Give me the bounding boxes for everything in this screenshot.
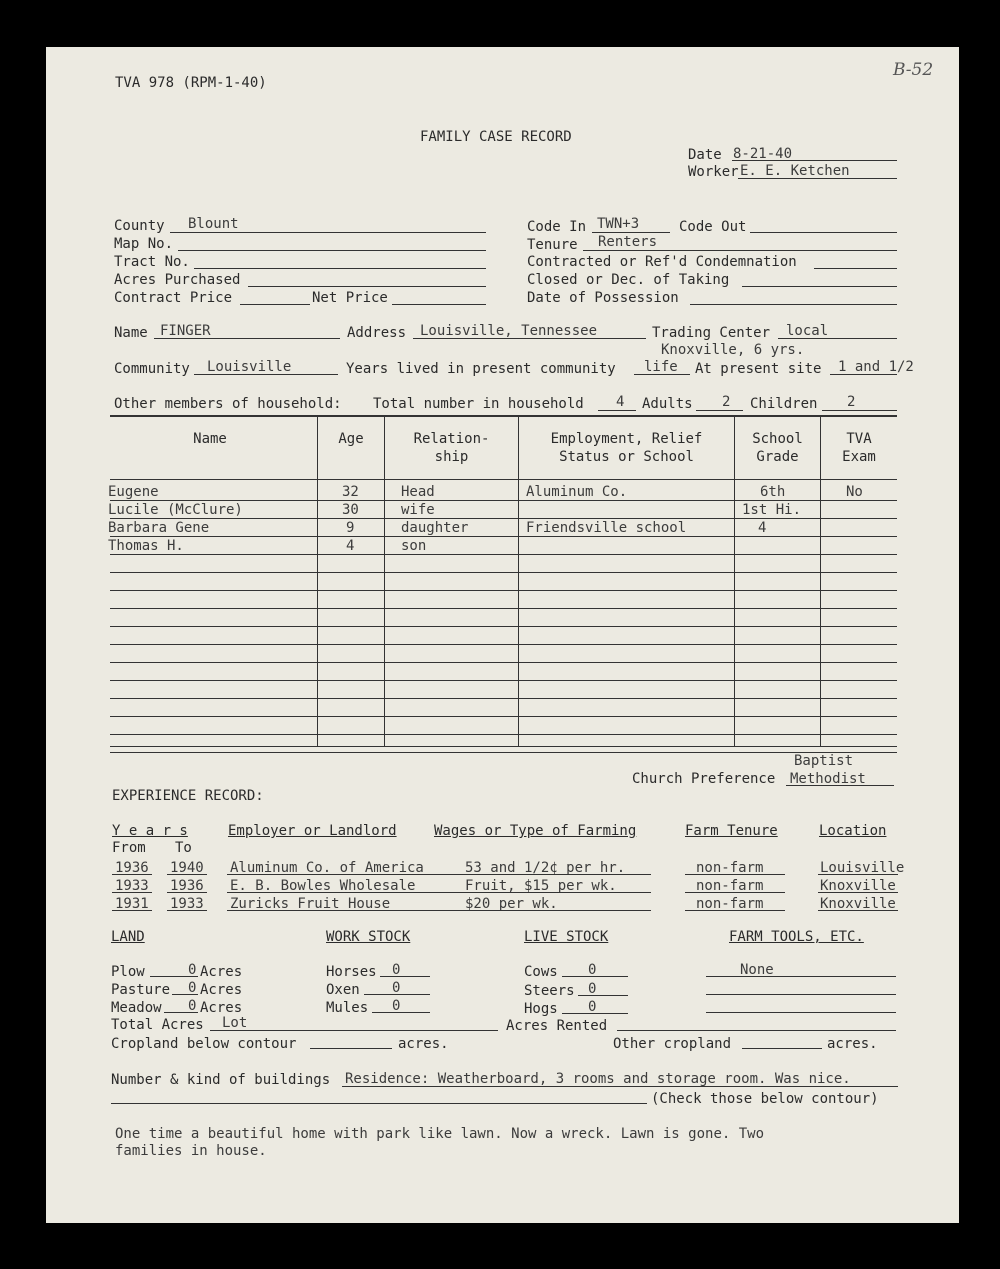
pasture-label: Pasture bbox=[111, 982, 171, 998]
pasture-acres: Acres bbox=[200, 982, 243, 998]
total-acres-line bbox=[210, 1030, 498, 1031]
county-label: County bbox=[114, 218, 165, 234]
years-lived-value: life bbox=[644, 359, 678, 375]
exp-from: 1936 bbox=[115, 860, 149, 876]
meadow-value: 0 bbox=[188, 998, 197, 1014]
exp-to: 1936 bbox=[170, 878, 204, 894]
member-exam: No bbox=[846, 484, 863, 500]
member-name: Eugene bbox=[108, 484, 159, 500]
map-no-label: Map No. bbox=[114, 236, 174, 252]
adults-line bbox=[696, 410, 743, 411]
years-lived-label: Years lived in present community bbox=[346, 361, 616, 377]
worker-line bbox=[738, 178, 897, 179]
tenure-value: Renters bbox=[598, 234, 658, 250]
oxen-line bbox=[364, 994, 430, 995]
name-label: Name bbox=[114, 325, 148, 341]
other-cropland-unit: acres. bbox=[827, 1036, 878, 1052]
experience-row-rule bbox=[433, 874, 651, 875]
land-title: LAND bbox=[111, 929, 145, 945]
possession-label: Date of Possession bbox=[527, 290, 679, 306]
hogs-line bbox=[562, 1013, 628, 1014]
steers-line bbox=[578, 995, 628, 996]
buildings-label: Number & kind of buildings bbox=[111, 1072, 331, 1088]
table-row-rule bbox=[110, 500, 897, 501]
member-employment: Aluminum Co. bbox=[526, 484, 628, 500]
contract-price-label: Contract Price bbox=[114, 290, 233, 306]
plow-line bbox=[150, 976, 198, 977]
buildings-line-2 bbox=[111, 1103, 647, 1104]
date-label: Date bbox=[688, 147, 722, 163]
net-price-line bbox=[392, 304, 486, 305]
contracted-label: Contracted or Ref'd Condemnation bbox=[527, 254, 797, 270]
table-row-rule bbox=[110, 680, 897, 681]
church-label: Church Preference bbox=[632, 771, 776, 787]
worker-value: E. E. Ketchen bbox=[740, 163, 850, 179]
exp-tenure: non-farm bbox=[696, 860, 764, 876]
wages-header: Wages or Type of Farming bbox=[434, 823, 637, 839]
horses-value: 0 bbox=[392, 962, 401, 978]
other-cropland-label: Other cropland bbox=[613, 1036, 732, 1052]
employer-header: Employer or Landlord bbox=[228, 823, 397, 839]
col-header-relationship: Relation- ship bbox=[413, 431, 490, 465]
church-value-top: Baptist bbox=[794, 753, 854, 769]
table-row-rule bbox=[110, 644, 897, 645]
table-row-rule bbox=[110, 518, 897, 519]
exp-location: Knoxville bbox=[820, 896, 896, 912]
horses-line bbox=[380, 976, 430, 977]
corner-note: B-52 bbox=[893, 60, 934, 80]
exp-tenure: non-farm bbox=[696, 878, 764, 894]
tract-no-line bbox=[194, 268, 486, 269]
trading-center-value: local bbox=[786, 323, 829, 339]
experience-row-rule bbox=[227, 874, 435, 875]
present-site-line bbox=[830, 374, 897, 375]
member-name: Thomas H. bbox=[108, 538, 184, 554]
table-row-rule bbox=[110, 698, 897, 699]
community-value: Louisville bbox=[207, 359, 292, 375]
buildings-line bbox=[342, 1086, 898, 1087]
member-relationship: son bbox=[401, 538, 427, 554]
form-id: TVA 978 (RPM-1-40) bbox=[115, 75, 267, 91]
experience-row-rule bbox=[167, 874, 207, 875]
address-label: Address bbox=[347, 325, 407, 341]
steers-label: Steers bbox=[524, 983, 575, 999]
experience-row-rule bbox=[685, 874, 785, 875]
acres-purchased-line bbox=[248, 286, 486, 287]
trading-center-label: Trading Center bbox=[652, 325, 771, 341]
other-cropland-line bbox=[742, 1048, 822, 1049]
experience-row-rule bbox=[433, 910, 651, 911]
exp-location: Louisville bbox=[820, 860, 905, 876]
table-row-rule bbox=[110, 626, 897, 627]
present-site-value: 1 and 1/2 bbox=[838, 359, 914, 375]
children-line bbox=[822, 410, 897, 411]
member-age: 30 bbox=[342, 502, 359, 518]
oxen-label: Oxen bbox=[326, 982, 360, 998]
plow-label: Plow bbox=[111, 964, 145, 980]
mules-line bbox=[372, 1012, 430, 1013]
experience-row-rule bbox=[227, 910, 435, 911]
cropland-line bbox=[310, 1048, 392, 1049]
worker-label: Worker bbox=[688, 164, 739, 180]
possession-line bbox=[690, 304, 897, 305]
exp-to: 1933 bbox=[170, 896, 204, 912]
code-in-value: TWN+3 bbox=[597, 216, 640, 232]
check-note: (Check those below contour) bbox=[651, 1091, 879, 1107]
total-household-line bbox=[598, 410, 636, 411]
cows-value: 0 bbox=[588, 962, 597, 978]
exp-location: Knoxville bbox=[820, 878, 896, 894]
member-employment: Friendsville school bbox=[526, 520, 687, 536]
contract-price-line bbox=[240, 304, 310, 305]
location-header: Location bbox=[819, 823, 887, 839]
closed-line bbox=[742, 286, 897, 287]
pasture-value: 0 bbox=[188, 980, 197, 996]
farm-tools-value: None bbox=[740, 962, 774, 978]
county-value: Blount bbox=[188, 216, 239, 232]
member-grade: 1st Hi. bbox=[742, 502, 802, 518]
to-header: To bbox=[175, 840, 192, 856]
community-label: Community bbox=[114, 361, 190, 377]
exp-wages: $20 per wk. bbox=[465, 896, 558, 912]
exp-from: 1933 bbox=[115, 878, 149, 894]
exp-employer: Aluminum Co. of America bbox=[230, 860, 424, 876]
experience-row-rule bbox=[818, 874, 898, 875]
exp-tenure: non-farm bbox=[696, 896, 764, 912]
total-household-label: Total number in household bbox=[373, 396, 584, 412]
member-age: 9 bbox=[346, 520, 355, 536]
contracted-line bbox=[814, 268, 897, 269]
acres-rented-label: Acres Rented bbox=[506, 1018, 608, 1034]
member-relationship: wife bbox=[401, 502, 435, 518]
map-no-line bbox=[178, 250, 486, 251]
oxen-value: 0 bbox=[392, 980, 401, 996]
years-header: Y e a r s bbox=[112, 823, 188, 839]
date-value: 8-21-40 bbox=[733, 146, 793, 162]
exp-employer: E. B. Bowles Wholesale bbox=[230, 878, 416, 894]
experience-row-rule bbox=[112, 910, 152, 911]
experience-row-rule bbox=[818, 910, 898, 911]
experience-row-rule bbox=[167, 892, 207, 893]
form-title: FAMILY CASE RECORD bbox=[420, 129, 572, 145]
member-name: Barbara Gene bbox=[108, 520, 210, 536]
code-out-line bbox=[750, 232, 897, 233]
col-header-tva-exam: TVA Exam bbox=[842, 431, 876, 465]
table-row-rule bbox=[110, 746, 897, 747]
code-in-label: Code In bbox=[527, 219, 587, 235]
farm-tools-line-2 bbox=[706, 994, 896, 995]
county-line bbox=[170, 232, 486, 233]
experience-row-rule bbox=[167, 910, 207, 911]
table-row-rule bbox=[110, 536, 897, 537]
trading-center-line bbox=[778, 338, 897, 339]
experience-row-rule bbox=[112, 892, 152, 893]
exp-wages: Fruit, $15 per wk. bbox=[465, 878, 617, 894]
address-line bbox=[413, 338, 646, 339]
table-row-rule bbox=[110, 479, 897, 480]
church-value: Methodist bbox=[790, 771, 866, 787]
col-header-name: Name bbox=[193, 431, 227, 447]
plow-value: 0 bbox=[188, 962, 197, 978]
experience-row-rule bbox=[685, 892, 785, 893]
code-in-line bbox=[592, 232, 670, 233]
plow-acres: Acres bbox=[200, 964, 243, 980]
remarks-line-2: families in house. bbox=[115, 1143, 267, 1159]
children-value: 2 bbox=[847, 394, 856, 410]
name-line bbox=[154, 338, 340, 339]
pasture-line bbox=[172, 994, 198, 995]
member-grade: 4 bbox=[758, 520, 767, 536]
meadow-line bbox=[164, 1012, 198, 1013]
trading-center-note: Knoxville, 6 yrs. bbox=[661, 342, 805, 358]
date-line bbox=[732, 160, 897, 161]
hogs-label: Hogs bbox=[524, 1001, 558, 1017]
code-out-label: Code Out bbox=[679, 219, 747, 235]
meadow-acres: Acres bbox=[200, 1000, 243, 1016]
table-row-rule bbox=[110, 572, 897, 573]
total-acres-label: Total Acres bbox=[111, 1017, 204, 1033]
table-row-rule bbox=[110, 734, 897, 735]
experience-row-rule bbox=[685, 910, 785, 911]
experience-title: EXPERIENCE RECORD: bbox=[112, 788, 264, 804]
farm-tools-line-1 bbox=[706, 976, 896, 977]
col-header-school-grade: School Grade bbox=[752, 431, 803, 465]
church-line bbox=[786, 785, 894, 786]
address-value: Louisville, Tennessee bbox=[420, 323, 598, 339]
member-relationship: Head bbox=[401, 484, 435, 500]
total-acres-value: Lot bbox=[222, 1015, 248, 1031]
cows-line bbox=[562, 976, 628, 977]
table-row-rule bbox=[110, 716, 897, 717]
farm-tenure-header: Farm Tenure bbox=[685, 823, 778, 839]
experience-row-rule bbox=[227, 892, 435, 893]
table-row-rule bbox=[110, 752, 897, 753]
horses-label: Horses bbox=[326, 964, 377, 980]
years-lived-line bbox=[634, 374, 690, 375]
col-header-employment: Employment, Relief Status or School bbox=[550, 431, 703, 465]
tenure-line bbox=[583, 250, 897, 251]
member-name: Lucile (McClure) bbox=[108, 502, 243, 518]
experience-row-rule bbox=[112, 874, 152, 875]
member-grade: 6th bbox=[760, 484, 786, 500]
table-top-rule bbox=[110, 415, 897, 417]
net-price-label: Net Price bbox=[312, 290, 388, 306]
cropland-unit: acres. bbox=[398, 1036, 449, 1052]
farm-tools-title: FARM TOOLS, ETC. bbox=[729, 929, 864, 945]
buildings-value: Residence: Weatherboard, 3 rooms and storage room. Was nice. bbox=[345, 1071, 851, 1087]
exp-to: 1940 bbox=[170, 860, 204, 876]
closed-label: Closed or Dec. of Taking bbox=[527, 272, 730, 288]
children-label: Children bbox=[750, 396, 818, 412]
meadow-label: Meadow bbox=[111, 1000, 162, 1016]
acres-rented-line bbox=[617, 1030, 896, 1031]
experience-row-rule bbox=[818, 892, 898, 893]
from-header: From bbox=[112, 840, 146, 856]
table-row-rule bbox=[110, 590, 897, 591]
col-divider-age bbox=[317, 416, 318, 746]
cropland-label: Cropland below contour bbox=[111, 1036, 297, 1052]
steers-value: 0 bbox=[588, 981, 597, 997]
remarks-line-1: One time a beautiful home with park like lawn. Now a wreck. Lawn is gone. Two bbox=[115, 1126, 765, 1142]
live-stock-title: LIVE STOCK bbox=[524, 929, 609, 945]
cows-label: Cows bbox=[524, 964, 558, 980]
farm-tools-line-3 bbox=[706, 1012, 896, 1013]
hogs-value: 0 bbox=[588, 999, 597, 1015]
tenure-label: Tenure bbox=[527, 237, 578, 253]
mules-label: Mules bbox=[326, 1000, 369, 1016]
table-row-rule bbox=[110, 662, 897, 663]
exp-wages: 53 and 1/2¢ per hr. bbox=[465, 860, 626, 876]
name-value: FINGER bbox=[160, 323, 211, 339]
table-row-rule bbox=[110, 554, 897, 555]
col-header-age: Age bbox=[338, 431, 364, 447]
table-row-rule bbox=[110, 608, 897, 609]
acres-purchased-label: Acres Purchased bbox=[114, 272, 241, 288]
community-line bbox=[194, 374, 338, 375]
member-age: 32 bbox=[342, 484, 359, 500]
total-household-value: 4 bbox=[616, 394, 625, 410]
tract-no-label: Tract No. bbox=[114, 254, 190, 270]
exp-from: 1931 bbox=[115, 896, 149, 912]
experience-row-rule bbox=[433, 892, 651, 893]
member-relationship: daughter bbox=[401, 520, 469, 536]
work-stock-title: WORK STOCK bbox=[326, 929, 411, 945]
exp-employer: Zuricks Fruit House bbox=[230, 896, 391, 912]
present-site-label: At present site bbox=[695, 361, 822, 377]
member-age: 4 bbox=[346, 538, 355, 554]
adults-label: Adults bbox=[642, 396, 693, 412]
mules-value: 0 bbox=[392, 998, 401, 1014]
adults-value: 2 bbox=[722, 394, 731, 410]
other-members-label: Other members of household: bbox=[114, 396, 342, 412]
